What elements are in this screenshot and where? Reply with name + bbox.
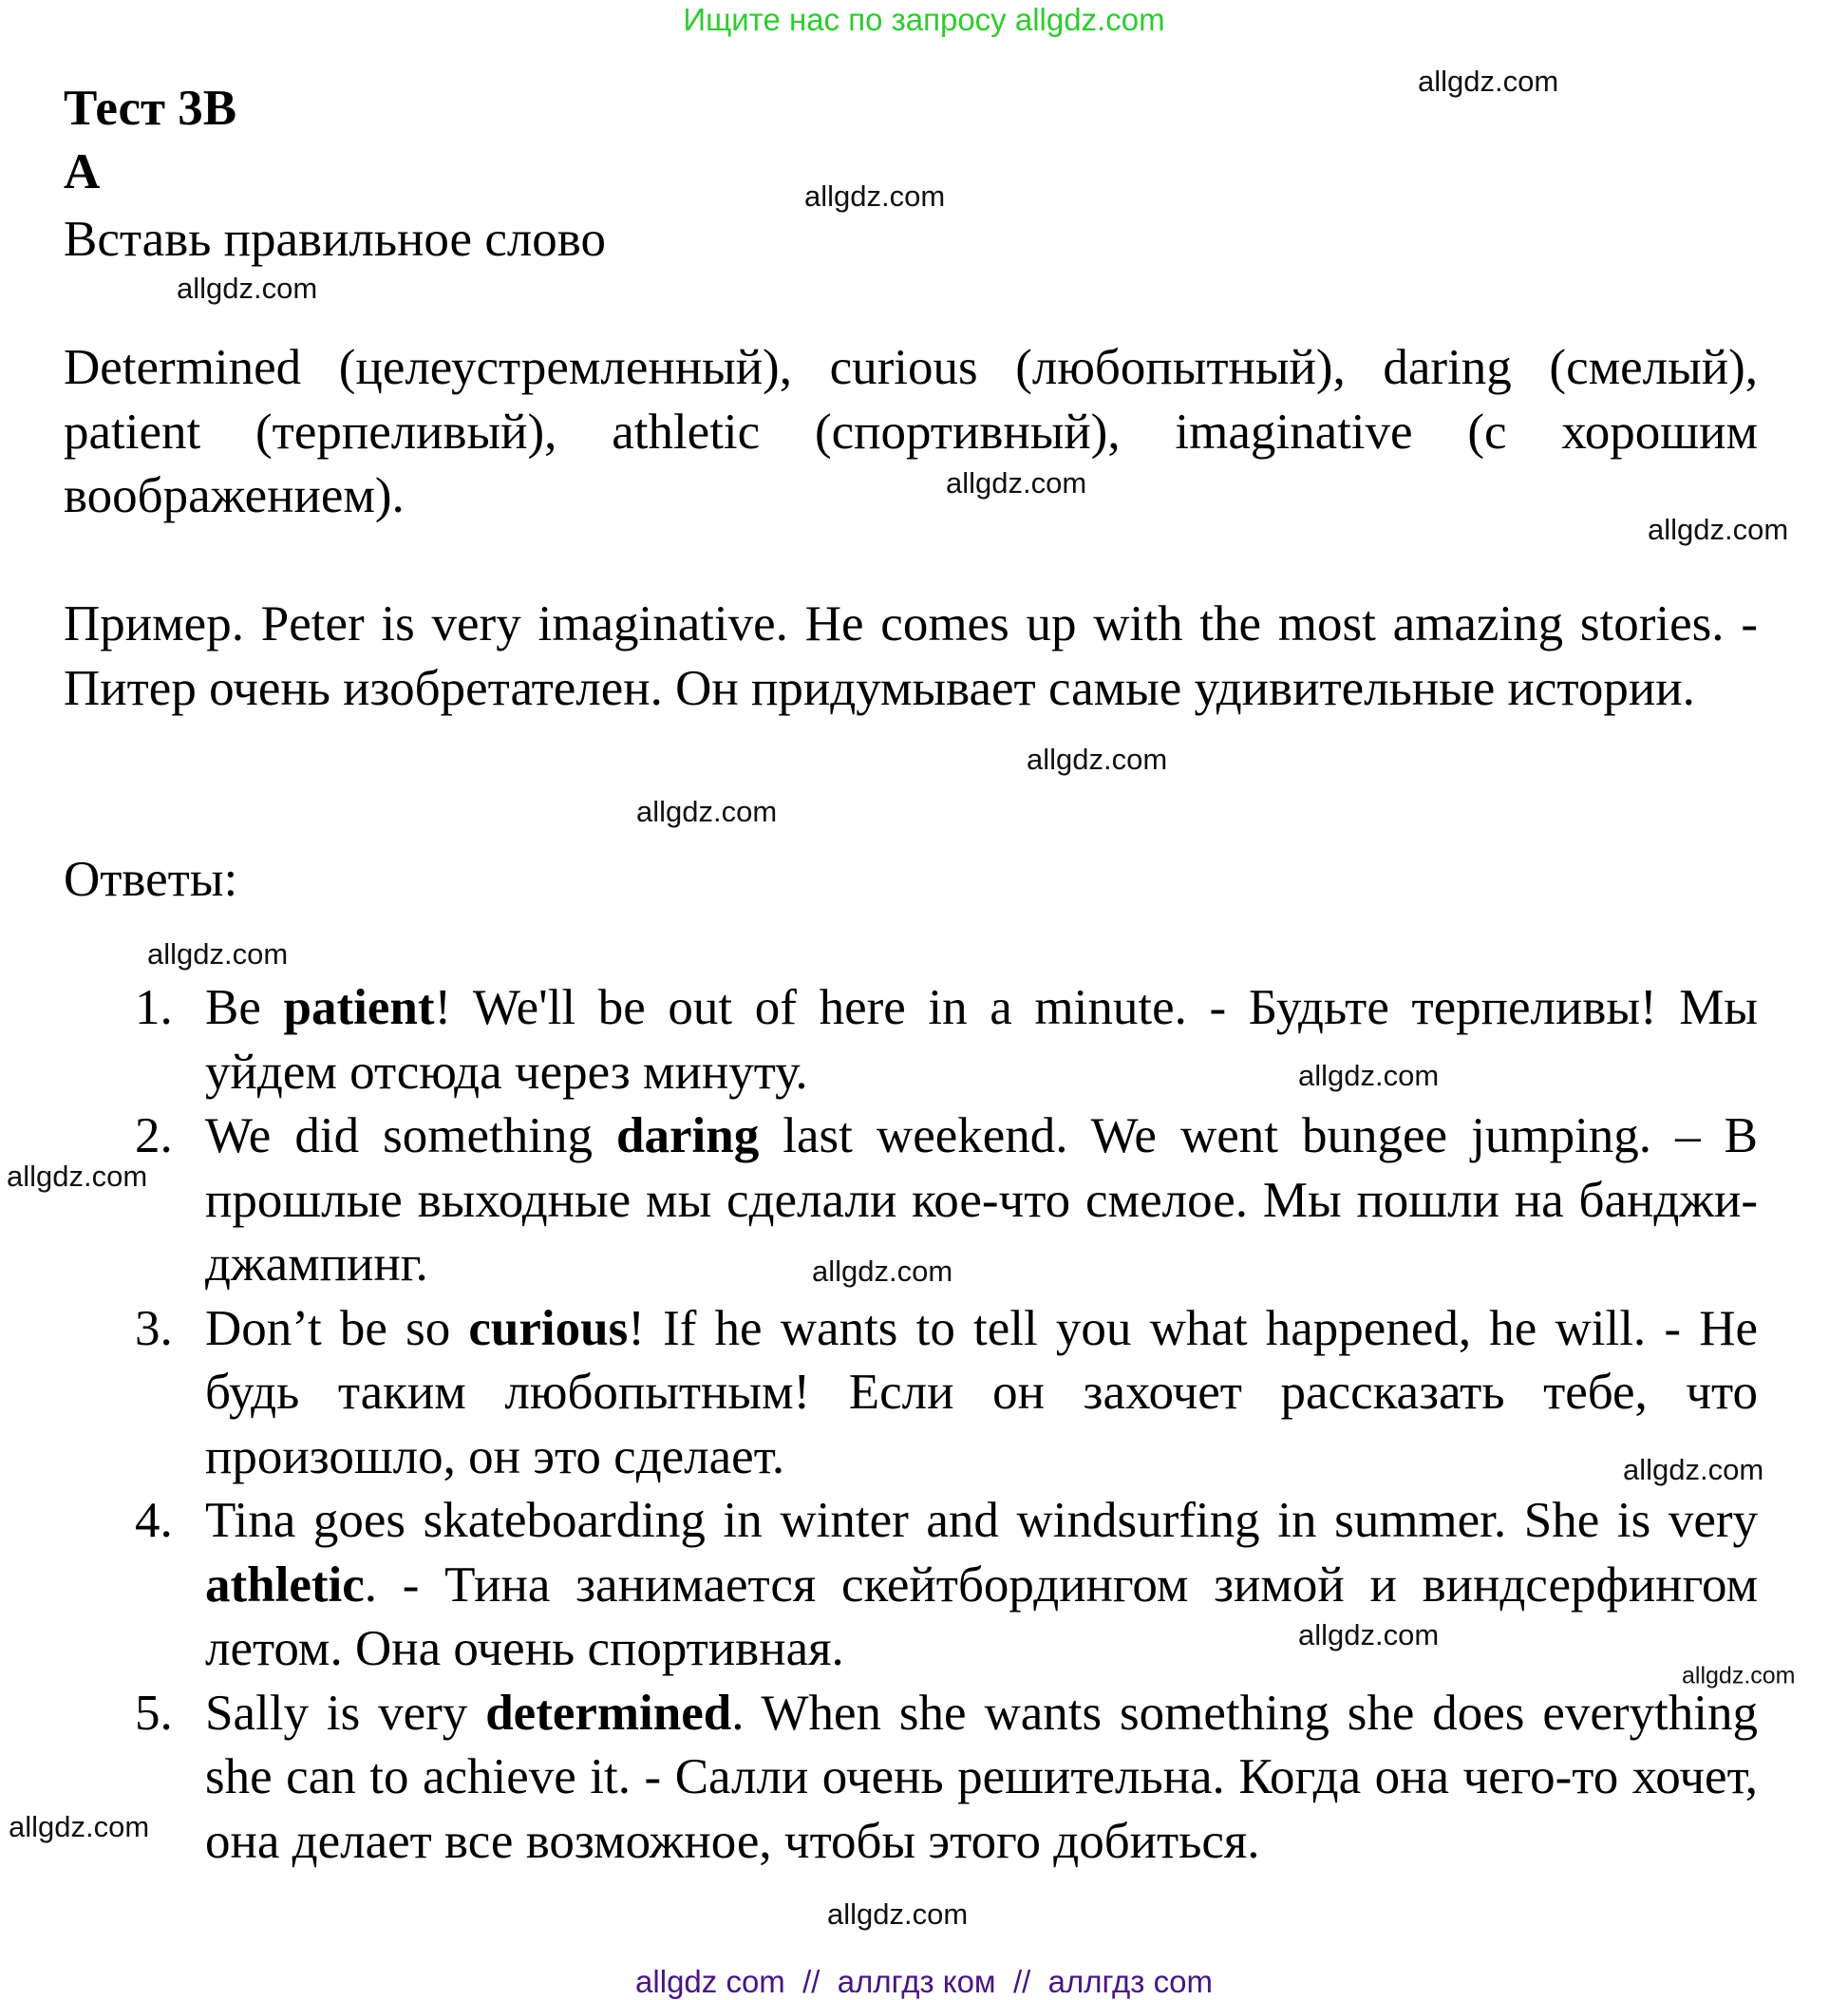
watermark: allgdz.com (1682, 1662, 1796, 1689)
text-part: . When she wants something she does everything she can to achieve it. - Салли очень решительна. Когда она чего-то хочет, она делает все возможное, чтобы этого добиться. (205, 1685, 1758, 1869)
item-text (205, 1297, 1758, 1490)
watermark: allgdz.com (946, 466, 1087, 500)
watermark: allgdz.com (1623, 1453, 1764, 1486)
list-item (135, 1297, 1758, 1490)
watermark: allgdz.com (9, 1810, 150, 1843)
item-text (205, 1682, 1758, 1875)
text-part: . - Тина занимается скейтбордингом зимой и виндсерфингом летом. Она очень спортивная. (205, 1557, 1758, 1676)
text-part: ! We'll be out of here in a minute. - Будьте терпеливы! Мы уйдем отсюда через минуту. (205, 980, 1759, 1100)
answer-word: daring (616, 1108, 760, 1163)
instruction: Вставь правильное слово (64, 212, 606, 267)
list-item (135, 1489, 1758, 1682)
watermark: allgdz.com (804, 179, 946, 213)
watermark: allgdz.com (1027, 743, 1168, 776)
footer-links[interactable]: allgdz com // аллгдз ком // аллгдз com (635, 1964, 1213, 1999)
text-part: Don’t be so (205, 1300, 469, 1356)
word-bank: Determined (целеустремленный), curious (любопытный), daring (смелый), patient (терпеливый), athletic (спортивный), imaginative (с хорошим воображением). (64, 340, 1758, 523)
text-part: Sally is very (205, 1685, 486, 1741)
item-text (205, 1489, 1758, 1682)
watermark: allgdz.com (7, 1160, 148, 1193)
item-number: 2. (135, 1108, 173, 1163)
item-number: 5. (135, 1685, 173, 1741)
top-banner-link[interactable]: Ищите нас по запросу allgdz.com (683, 2, 1165, 37)
answers-list (135, 976, 1758, 1874)
watermark: allgdz.com (812, 1255, 953, 1288)
answer-word: athletic (205, 1557, 365, 1613)
text-part: last weekend. We went bungee jumping. – В прошлые выходные мы сделали кое-что смелое. Мы пошли на банджи-джампинг. (205, 1108, 1759, 1292)
list-item (135, 976, 1758, 1104)
item-text (205, 1104, 1758, 1297)
item-text (205, 976, 1758, 1104)
text-part: ! If he wants to tell you what happened, he will. - Не будь таким любопытным! Если он захочет рассказать тебе, что произошло, он это сделает. (205, 1300, 1758, 1484)
watermark: allgdz.com (177, 272, 318, 305)
watermark: allgdz.com (636, 795, 778, 828)
text-part: We did something (205, 1108, 617, 1163)
section-heading: А (64, 144, 101, 199)
example: Пример. Peter is very imaginative. He comes up with the most amazing stories. - Питер очень изобретателен. Он придумывает самые удивительные истории. (64, 596, 1758, 716)
watermark: allgdz.com (147, 937, 289, 971)
watermark: allgdz.com (1418, 65, 1559, 98)
list-item (135, 1682, 1758, 1875)
watermark: allgdz.com (1648, 513, 1789, 546)
item-number: 1. (135, 980, 173, 1035)
page-title: Тест 3В (64, 81, 237, 136)
answer-word: curious (468, 1300, 629, 1356)
item-number: 3. (135, 1300, 173, 1356)
watermark: allgdz.com (1298, 1059, 1440, 1092)
watermark: allgdz.com (827, 1897, 969, 1931)
text-part: Be (205, 980, 284, 1035)
watermark: allgdz.com (1298, 1618, 1440, 1651)
answer-word: determined (485, 1685, 732, 1741)
item-number: 4. (135, 1493, 173, 1548)
answers-label: Ответы: (64, 852, 238, 907)
answer-word: patient (283, 980, 435, 1035)
text-part: Tina goes skateboarding in winter and windsurfing in summer. She is very (205, 1493, 1758, 1548)
